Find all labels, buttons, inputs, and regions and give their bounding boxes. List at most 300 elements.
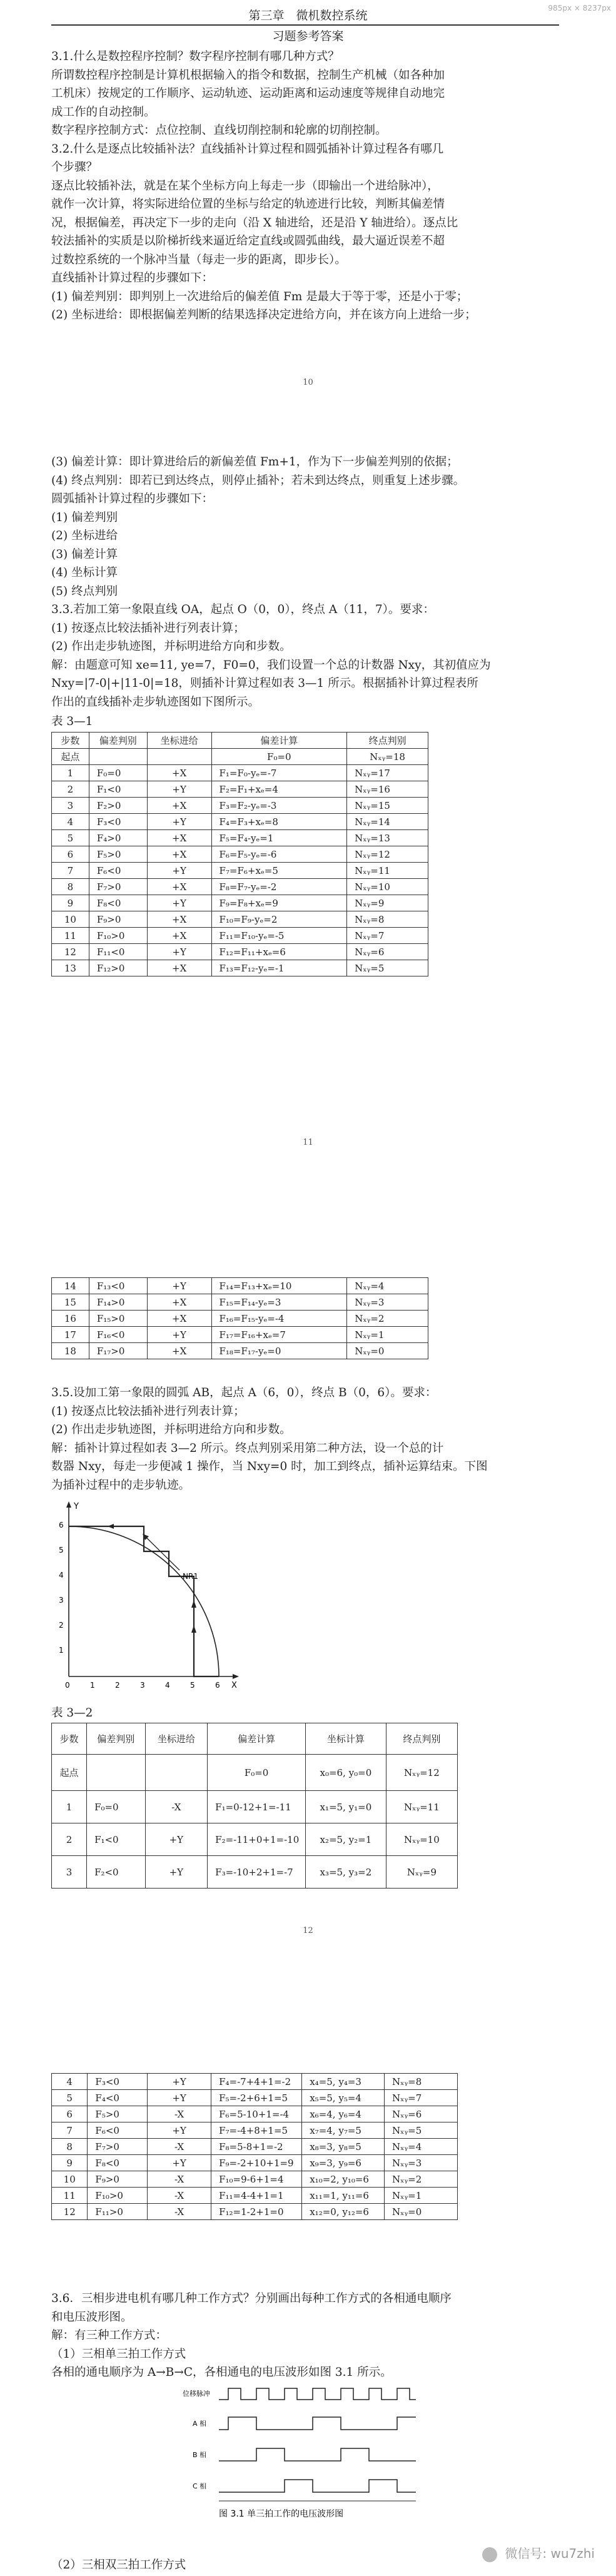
- figure-caption: 图 3.1 单三拍工作的电压波形图: [219, 2509, 344, 2519]
- text-line: (2) 作出走步轨迹图，并标明进给方向和步数。: [51, 1423, 291, 1436]
- table-cell: F₁₃<0: [89, 1278, 147, 1294]
- table-row: [52, 814, 428, 830]
- text-line: 过数控系统的一个脉冲当量（每走一步的距离，即步长）。: [51, 253, 346, 266]
- table-cell: F₆=5-10+1=-4: [211, 2106, 302, 2122]
- table-cell: F₂>0: [89, 798, 147, 814]
- table-cell: F₀=0: [211, 749, 347, 765]
- watermark-text: 微信号: wu7zhi: [505, 2546, 595, 2561]
- table-row: [52, 1823, 458, 1856]
- waveform-label: C 相: [193, 2482, 207, 2490]
- table-cell: Nₓᵧ=6: [347, 944, 428, 960]
- text-line: 况，根据偏差，再决定下一步的走向（沿 X 轴进给，还是沿 Y 轴进给）。逐点比: [51, 216, 458, 230]
- nr1-pointer: [145, 1536, 179, 1570]
- table-cell: F₉=-2+10+1=9: [211, 2155, 302, 2171]
- table-row: [52, 944, 428, 960]
- table-row: [52, 960, 428, 976]
- table-cell: F₆<0: [88, 2122, 148, 2139]
- table-cell: Nₓᵧ=3: [347, 1294, 428, 1311]
- table-cell: +X: [147, 846, 211, 863]
- table-cell: Nₓᵧ=10: [347, 879, 428, 895]
- column-header: 步数: [52, 1723, 87, 1755]
- page-number: 11: [303, 1138, 313, 1147]
- table-cell: Nₓᵧ=1: [347, 1327, 428, 1343]
- x-tick-label: 1: [90, 1681, 95, 1690]
- table-cell: F₁₄>0: [89, 1294, 147, 1311]
- table-row: [52, 928, 428, 944]
- table-cell: F₁₈=F₁₇-yₑ=0: [211, 1343, 347, 1359]
- text-line: 数器 Nxy，每走一步便减 1 操作，当 Nxy=0 时，加工到终点，插补运算结束。下图: [51, 1460, 488, 1473]
- table-cell: F₈=F₇-yₑ=-2: [211, 879, 347, 895]
- text-line: 3.2.什么是逐点比较插补法？直线插补计算过程和圆弧插补计算过程各有哪几: [51, 142, 444, 156]
- column-header: 步数: [52, 733, 89, 749]
- table-cell: F₁₇>0: [89, 1343, 147, 1359]
- table-cell: F₁₀>0: [88, 2188, 148, 2204]
- y-tick-label: 6: [59, 1521, 64, 1529]
- x-axis-label: X: [231, 1681, 237, 1690]
- table-cell: F₂<0: [87, 1856, 145, 1889]
- text-line: 为插补过程中的走步轨迹。: [51, 1478, 191, 1492]
- table-row: [52, 2106, 458, 2122]
- table-cell: +Y: [147, 1278, 211, 1294]
- table-row: [52, 2139, 458, 2155]
- x-tick-label: 0: [65, 1681, 70, 1690]
- table-row: [52, 2171, 458, 2188]
- table-cell: F₉>0: [88, 2171, 148, 2188]
- table-cell: 2: [52, 781, 89, 798]
- table-cell: Nₓᵧ=14: [347, 814, 428, 830]
- table-cell: F₆<0: [89, 863, 147, 879]
- table-cell: Nₓᵧ=6: [385, 2106, 458, 2122]
- table-cell: F₁₂>0: [89, 960, 147, 976]
- table-cell: 2: [52, 1823, 87, 1856]
- table-cell: F₈=5-8+1=-2: [211, 2139, 302, 2155]
- text-line: 工机床）按规定的工作顺序、运动轨迹、运动距离和运动速度等规律自动地完: [51, 87, 445, 100]
- table-cell: +Y: [147, 863, 211, 879]
- table-cell: [145, 1755, 208, 1791]
- y-tick-label: 3: [59, 1596, 64, 1605]
- table-cell: F₀=0: [208, 1755, 306, 1791]
- column-header: 偏差判别: [89, 733, 147, 749]
- table-row: [52, 781, 428, 798]
- text-line: 各相的通电顺序为 A→B→C，各相通电的电压波形如图 3.1 所示。: [51, 2366, 392, 2379]
- table2-caption: 表 3—2: [51, 1706, 93, 1720]
- table-cell: -X: [145, 1791, 208, 1823]
- table-cell: Nₓᵧ=1: [385, 2188, 458, 2204]
- table-row: [52, 830, 428, 846]
- table-cell: F₁₆=F₁₅-yₑ=-4: [211, 1311, 347, 1327]
- table-row: [52, 2155, 458, 2171]
- table-cell: 18: [52, 1343, 89, 1359]
- table-cell: Nₓᵧ=13: [347, 830, 428, 846]
- text-line: 直线插补计算过程的步骤如下：: [51, 271, 214, 285]
- table-cell: +Y: [148, 2122, 211, 2139]
- table-row: [52, 2090, 458, 2106]
- text-line: (1) 偏差判别: [51, 510, 118, 524]
- nr1-label: NR1: [183, 1572, 198, 1581]
- table-cell: x₇=4, y₇=5: [302, 2122, 385, 2139]
- direction-arrow: [191, 1625, 196, 1633]
- table-cell: F₇>0: [89, 879, 147, 895]
- table-cell: F₄<0: [88, 2090, 148, 2106]
- table-cell: F₁₁=F₁₀-yₑ=-5: [211, 928, 347, 944]
- table-row: [52, 798, 428, 814]
- table-cell: x₈=3, y₈=5: [302, 2139, 385, 2155]
- table-cell: +X: [147, 1294, 211, 1311]
- waveform-label: 位移脉冲: [183, 2390, 210, 2398]
- table-row: [52, 863, 428, 879]
- column-header: 终点判别: [347, 733, 428, 749]
- interpolation-table-3-2-continued: [51, 2073, 458, 2220]
- table-cell: 10: [52, 911, 89, 928]
- text-line: 解：插补计算过程如表 3—2 所示。终点判别采用第二种方法，设一个总的计: [51, 1441, 444, 1455]
- table-cell: +Y: [147, 1327, 211, 1343]
- table-cell: -X: [148, 2171, 211, 2188]
- table-row: [52, 1791, 458, 1823]
- column-header: 终点判别: [386, 1723, 457, 1755]
- column-header: 坐标进给: [145, 1723, 208, 1755]
- table-cell: F₁₂=F₁₁+xₑ=6: [211, 944, 347, 960]
- table-row: [52, 911, 428, 928]
- table-cell: Nₓᵧ=9: [386, 1856, 457, 1889]
- table-cell: +X: [147, 911, 211, 928]
- table-cell: F₃<0: [88, 2074, 148, 2090]
- table-cell: +X: [147, 1311, 211, 1327]
- table-cell: Nₓᵧ=7: [347, 928, 428, 944]
- watermark: [482, 2543, 595, 2562]
- table-cell: Nₓᵧ=16: [347, 781, 428, 798]
- table-cell: Nₓᵧ=11: [347, 863, 428, 879]
- table-cell: -X: [148, 2204, 211, 2220]
- table-cell: 3: [52, 1856, 87, 1889]
- text-line: (1) 偏差判别：即判别上一次进给后的偏差值 Fm 是最大于等于零，还是小于零；: [51, 290, 468, 303]
- step-trajectory: [69, 1526, 219, 1676]
- table-cell: F₂=-11+0+1=-10: [208, 1823, 306, 1856]
- x-tick-label: 2: [115, 1681, 120, 1690]
- table-cell: F₅>0: [89, 846, 147, 863]
- text-line: 和电压波形图。: [51, 2310, 133, 2324]
- text-line: 逐点比较插补法，就是在某个坐标方向上每走一步（即输出一个进给脉冲），: [51, 179, 439, 193]
- text-line: (2) 作出走步轨迹图，并标明进给方向和步数。: [51, 640, 291, 653]
- pulse-waveform: [219, 2388, 416, 2400]
- table-cell: 1: [52, 1791, 87, 1823]
- table-cell: +X: [147, 1343, 211, 1359]
- text-line: 3.6．三相步进电机有哪几种工作方式？分别画出每种工作方式的各相通电顺序: [51, 2292, 452, 2305]
- arc-trajectory-figure: [51, 1500, 239, 1700]
- table-cell: 15: [52, 1294, 89, 1311]
- table-cell: Nₓᵧ=11: [386, 1791, 457, 1823]
- table-cell: F₃<0: [89, 814, 147, 830]
- table-row: [52, 2122, 458, 2139]
- table-cell: Nₓᵧ=12: [347, 846, 428, 863]
- text-line: 圆弧插补计算过程的步骤如下：: [51, 492, 214, 505]
- table-cell: 6: [52, 2106, 88, 2122]
- table-cell: F₈<0: [89, 895, 147, 911]
- waveform-figure: [181, 2382, 419, 2526]
- table-cell: 1: [52, 765, 89, 781]
- waveform-label: A 相: [193, 2420, 207, 2428]
- table-cell: 9: [52, 2155, 88, 2171]
- table-cell: 16: [52, 1311, 89, 1327]
- table-cell: -X: [148, 2106, 211, 2122]
- table-row: [52, 2204, 458, 2220]
- column-header: 偏差计算: [208, 1723, 306, 1755]
- table-cell: F₁₀=F₉-yₑ=2: [211, 911, 347, 928]
- table-cell: F₃=-10+2+1=-7: [208, 1856, 306, 1889]
- table1-caption: 表 3—1: [51, 715, 93, 728]
- table-cell: F₉>0: [89, 911, 147, 928]
- table-cell: Nₓᵧ=0: [385, 2204, 458, 2220]
- page-number: 12: [303, 1926, 313, 1935]
- table-cell: 11: [52, 928, 89, 944]
- table-cell: Nₓᵧ=2: [385, 2171, 458, 2188]
- table-cell: 5: [52, 830, 89, 846]
- table-cell: +Y: [147, 895, 211, 911]
- table-cell: 17: [52, 1327, 89, 1343]
- table-cell: F₇=-4+8+1=5: [211, 2122, 302, 2139]
- table-cell: 12: [52, 944, 89, 960]
- y-tick-label: 4: [59, 1571, 64, 1580]
- table-cell: F₁₇=F₁₆+xₑ=7: [211, 1327, 347, 1343]
- table-cell: x₂=5, y₂=1: [306, 1823, 386, 1856]
- chapter-title: 第三章 微机数控系统: [248, 9, 368, 23]
- table-cell: +Y: [148, 2155, 211, 2171]
- text-line: 数字程序控制方式：点位控制、直线切削控制和轮廓的切削控制。: [51, 124, 387, 137]
- x-tick-label: 6: [215, 1681, 220, 1690]
- table-row: [52, 1327, 428, 1343]
- table-row: [52, 879, 428, 895]
- table-cell: F₄=-7+4+1=-2: [211, 2074, 302, 2090]
- y-tick-label: 1: [59, 1646, 64, 1655]
- text-line: （1）三相单三拍工作方式: [51, 2347, 186, 2361]
- table-cell: x₃=5, y₃=2: [306, 1856, 386, 1889]
- table-row: [52, 846, 428, 863]
- phase-c-waveform: [219, 2480, 416, 2492]
- table-cell: 11: [52, 2188, 88, 2204]
- x-tick-label: 3: [140, 1681, 145, 1690]
- table-cell: 8: [52, 879, 89, 895]
- text-line: (2) 坐标进给：即根据偏差判断的结果选择决定进给方向，并在该方向上进给一步；: [51, 308, 477, 322]
- interpolation-table-3-1: [51, 732, 428, 976]
- table-cell: [87, 1755, 145, 1791]
- table-cell: -X: [148, 2188, 211, 2204]
- y-tick-label: 5: [59, 1546, 64, 1554]
- table-cell: x₉=3, y₉=6: [302, 2155, 385, 2171]
- column-header: 坐标进给: [147, 733, 211, 749]
- table-cell: Nₓᵧ=12: [386, 1755, 457, 1791]
- text-line: （2）三相双三拍工作方式: [51, 2558, 186, 2572]
- document-subtitle: 习题参考答案: [272, 29, 344, 43]
- table-row: [52, 2188, 458, 2204]
- text-line: (3) 偏差计算：即计算进给后的新偏差值 Fm+1，作为下一步偏差判别的依据；: [51, 455, 458, 469]
- column-header: 偏差判别: [87, 1723, 145, 1755]
- table-row: [52, 2074, 458, 2090]
- table-cell: Nₓᵧ=5: [347, 960, 428, 976]
- text-line: (3) 偏差计算: [51, 547, 118, 561]
- table-cell: +Y: [148, 2090, 211, 2106]
- text-line: (4) 坐标计算: [51, 566, 118, 579]
- table-cell: +X: [147, 879, 211, 895]
- wechat-icon: [482, 2547, 497, 2562]
- table-cell: Nₓᵧ=15: [347, 798, 428, 814]
- table-cell: 7: [52, 863, 89, 879]
- table-cell: 7: [52, 2122, 88, 2139]
- table-cell: 12: [52, 2204, 88, 2220]
- table-row: [52, 895, 428, 911]
- table-row: [52, 1294, 428, 1311]
- table-cell: 5: [52, 2090, 88, 2106]
- text-line: 较法插补的实质是以阶梯折线来逼近给定直线或圆弧曲线，最大逼近误差不超: [51, 235, 445, 248]
- table-cell: x₁₁=1, y₁₁=6: [302, 2188, 385, 2204]
- table-cell: F₁₃=F₁₂-yₑ=-1: [211, 960, 347, 976]
- text-block-3-6: [51, 2289, 564, 2382]
- waveform-label: B 相: [193, 2451, 207, 2459]
- text-block-3-1-3-2: [51, 48, 564, 325]
- text-line: 个步骤？: [51, 161, 98, 174]
- table-row: [52, 749, 428, 765]
- table-cell: F₅=-2+6+1=5: [211, 2090, 302, 2106]
- text-line: 作出的直线插补走步轨迹图如下图所示。: [51, 695, 260, 709]
- table-cell: x₁=5, y₁=0: [306, 1791, 386, 1823]
- table-cell: F₁₂=1-2+1=0: [211, 2204, 302, 2220]
- table-cell: +X: [147, 928, 211, 944]
- table-cell: +X: [147, 830, 211, 846]
- table-cell: [147, 749, 211, 765]
- table-cell: +Y: [147, 781, 211, 798]
- text-line: 3.3.若加工第一象限直线 OA，起点 O（0，0），终点 A（11，7）。要求：: [51, 603, 435, 616]
- table-row: [52, 1311, 428, 1327]
- table-cell: F₉=F₈+xₑ=9: [211, 895, 347, 911]
- column-header: 偏差计算: [211, 733, 347, 749]
- table-cell: F₈<0: [88, 2155, 148, 2171]
- table-cell: 14: [52, 1278, 89, 1294]
- phase-b-waveform: [219, 2448, 416, 2461]
- table-cell: F₀=0: [87, 1791, 145, 1823]
- phase-a-waveform: [219, 2417, 416, 2430]
- table-row: [52, 1278, 428, 1294]
- table-row: [52, 765, 428, 781]
- table-cell: F₁₀>0: [89, 928, 147, 944]
- table-cell: F₇>0: [88, 2139, 148, 2155]
- text-line: 解：由题意可知 xe=11, ye=7，F0=0，我们设置一个总的计数器 Nxy，其初值应为: [51, 658, 491, 672]
- table-header-row: [52, 733, 428, 749]
- text-block-3-5: [51, 1384, 564, 1494]
- table-cell: Nₓᵧ=8: [385, 2074, 458, 2090]
- text-line: 3.5.设加工第一象限的圆弧 AB，起点 A（6，0），终点 B（0，6）。要求：: [51, 1386, 437, 1399]
- table-cell: +X: [147, 960, 211, 976]
- table-cell: +X: [147, 798, 211, 814]
- text-line: (5) 终点判别: [51, 584, 118, 598]
- text-line: Nxy=|7-0|+|11-0|=18，则插补计算过程如表 3—1 所示。根据插补计算过程表所: [51, 677, 478, 690]
- table-cell: F₁₄=F₁₃+xₑ=10: [211, 1278, 347, 1294]
- text-line: (2) 坐标进给: [51, 529, 118, 542]
- table-cell: F₁₀=9-6+1=4: [211, 2171, 302, 2188]
- text-line: 就作一次计算，将实际进给位置的坐标与给定的轨迹进行比较，判断其偏差情: [51, 198, 445, 211]
- text-block-steps-3-3: [51, 453, 564, 711]
- table-cell: 9: [52, 895, 89, 911]
- table-cell: x₀=6, y₀=0: [306, 1755, 386, 1791]
- table-cell: F₁₁<0: [89, 944, 147, 960]
- table-cell: 6: [52, 846, 89, 863]
- table-cell: +Y: [147, 814, 211, 830]
- table-cell: 8: [52, 2139, 88, 2155]
- table-cell: 4: [52, 2074, 88, 2090]
- interpolation-table-3-1-continued: [51, 1277, 428, 1359]
- table-cell: +Y: [147, 944, 211, 960]
- text-line: 所谓数控程序控制是计算机根据输入的指令和数据，控制生产机械（如各种加: [51, 68, 445, 82]
- table-cell: F₅=F₄-yₑ=1: [211, 830, 347, 846]
- text-line: 3.1.什么是数控程序控制？数字程序控制有哪几种方式？: [51, 50, 340, 63]
- table-cell: +X: [147, 765, 211, 781]
- table-cell: 4: [52, 814, 89, 830]
- table-cell: 10: [52, 2171, 88, 2188]
- table-cell: x₁₂=0, y₁₂=6: [302, 2204, 385, 2220]
- table-cell: F₂=F₁+xₑ=4: [211, 781, 347, 798]
- table-cell: F₇=F₆+xₑ=5: [211, 863, 347, 879]
- table-cell: 起点: [52, 749, 89, 765]
- table-row: [52, 1755, 458, 1791]
- table-cell: Nₓᵧ=4: [347, 1278, 428, 1294]
- table-cell: Nₓᵧ=10: [386, 1823, 457, 1856]
- table-cell: [89, 749, 147, 765]
- table-cell: F₁₅=F₁₄-yₑ=3: [211, 1294, 347, 1311]
- x-tick-label: 4: [165, 1681, 170, 1690]
- text-line: (1) 按逐点比较法插补进行列表计算；: [51, 621, 245, 635]
- x-tick-label: 5: [190, 1681, 195, 1690]
- table-cell: F₁<0: [87, 1823, 145, 1856]
- table-cell: +Y: [145, 1856, 208, 1889]
- table-cell: x₁₀=2, y₁₀=6: [302, 2171, 385, 2188]
- table-cell: F₁=F₀-yₑ=-7: [211, 765, 347, 781]
- table-cell: F₆=F₅-yₑ=-6: [211, 846, 347, 863]
- table-cell: x₆=4, y₆=4: [302, 2106, 385, 2122]
- text-line: (4) 终点判别：即若已到达终点，则停止插补；若未到达终点，则重复上述步骤。: [51, 474, 465, 487]
- table-cell: F₁₁>0: [88, 2204, 148, 2220]
- y-axis-arrow: [66, 1501, 71, 1508]
- text-line: (1) 按逐点比较法插补进行列表计算；: [51, 1404, 245, 1418]
- table-header-row: [52, 1723, 458, 1755]
- table-cell: Nₓᵧ=4: [385, 2139, 458, 2155]
- table-cell: Nₓᵧ=7: [385, 2090, 458, 2106]
- interpolation-table-3-2: [51, 1723, 458, 1889]
- table-cell: F₁₅>0: [89, 1311, 147, 1327]
- table-cell: 起点: [52, 1755, 87, 1791]
- table-cell: F₃=F₂-yₑ=-3: [211, 798, 347, 814]
- y-axis-label: Y: [74, 1502, 79, 1511]
- table-cell: Nₓᵧ=17: [347, 765, 428, 781]
- table-cell: F₁₆<0: [89, 1327, 147, 1343]
- table-cell: F₁=0-12+1=-11: [208, 1791, 306, 1823]
- table-cell: F₁<0: [89, 781, 147, 798]
- table-cell: x₄=5, y₄=3: [302, 2074, 385, 2090]
- x-axis-arrow: [233, 1674, 239, 1679]
- table-cell: Nₓᵧ=2: [347, 1311, 428, 1327]
- table-cell: x₅=5, y₅=4: [302, 2090, 385, 2106]
- table-cell: Nₓᵧ=18: [347, 749, 428, 765]
- image-dimension-label: 985px × 8237px: [548, 4, 611, 13]
- table-cell: F₅>0: [88, 2106, 148, 2122]
- table-row: [52, 1343, 428, 1359]
- table-cell: Nₓᵧ=0: [347, 1343, 428, 1359]
- table-cell: 3: [52, 798, 89, 814]
- header-rule: [51, 24, 559, 26]
- table-cell: Nₓᵧ=3: [385, 2155, 458, 2171]
- table-cell: -X: [148, 2139, 211, 2155]
- text-line: 成工作的自动控制。: [51, 105, 156, 119]
- y-tick-label: 2: [59, 1621, 64, 1630]
- table-cell: 13: [52, 960, 89, 976]
- table-cell: +Y: [145, 1823, 208, 1856]
- table-cell: F₄>0: [89, 830, 147, 846]
